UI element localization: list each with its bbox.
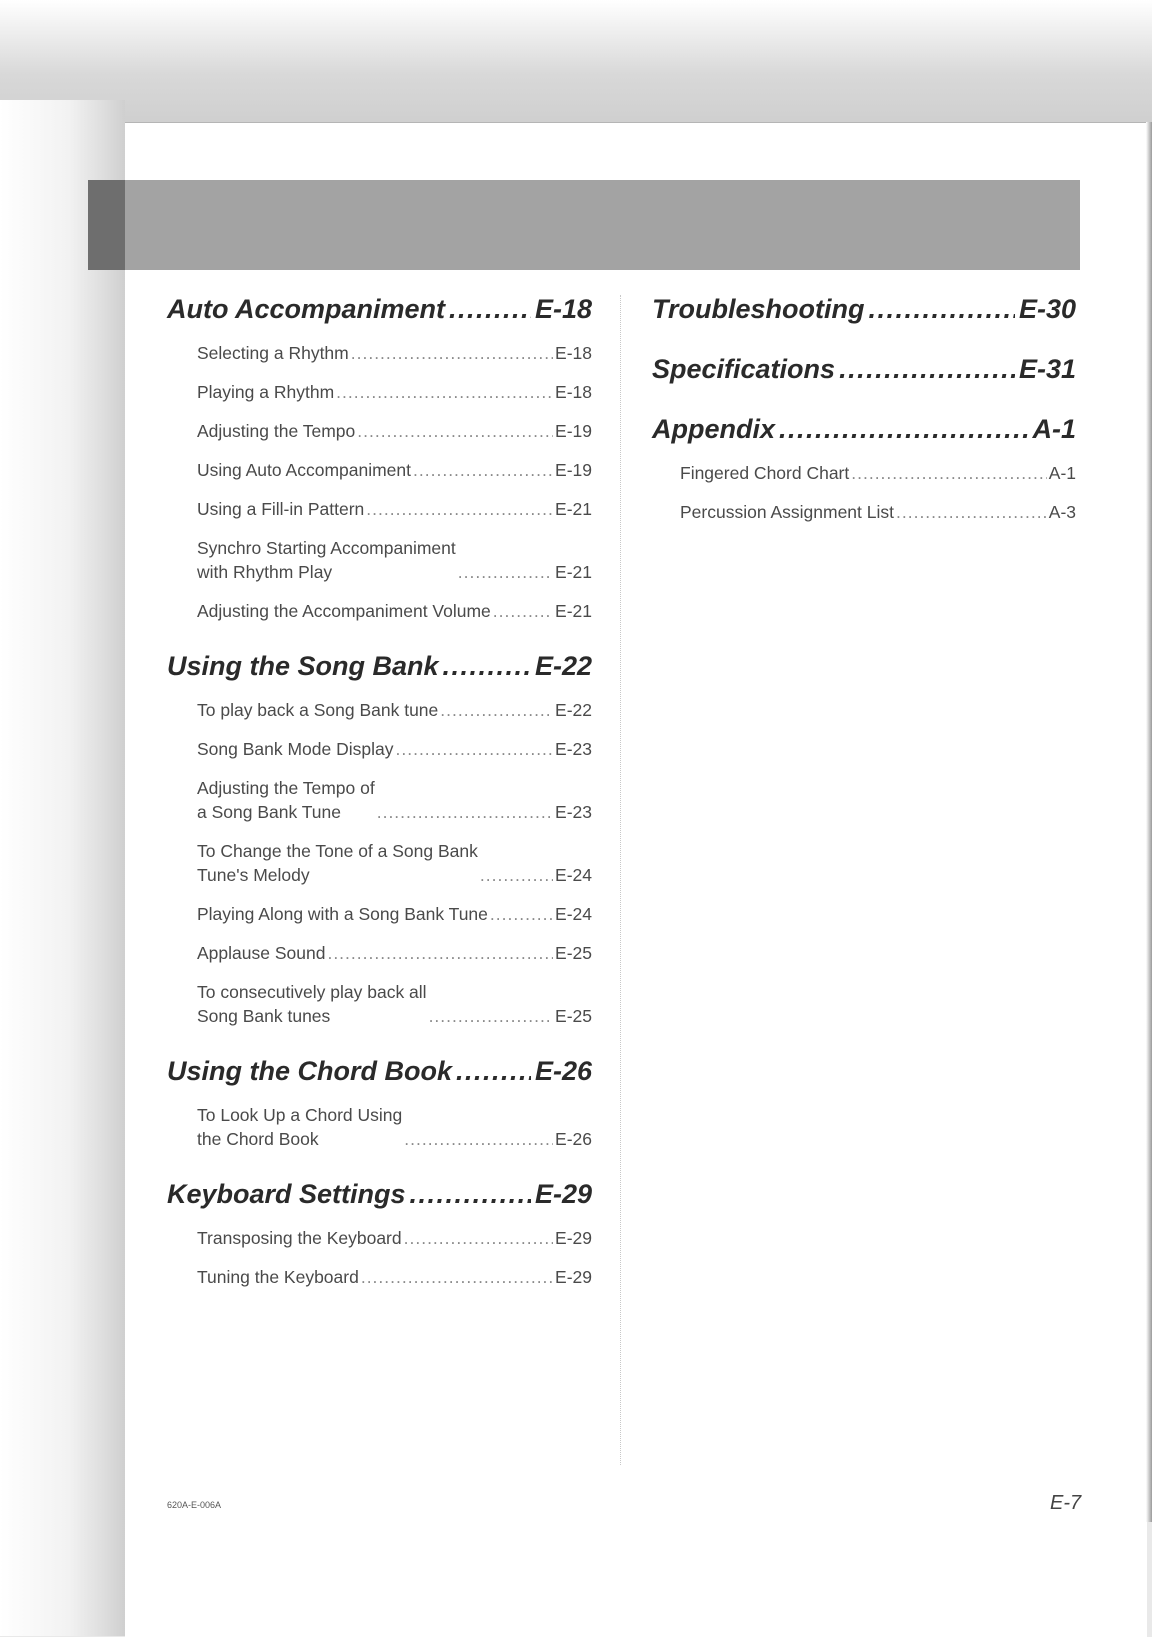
entry-title-line: Using Auto Accompaniment [197, 460, 412, 480]
dot-leader [377, 800, 553, 824]
section-gap [167, 1036, 592, 1046]
entry-title [197, 497, 364, 521]
section-page-ref: E-29 [534, 1179, 592, 1209]
section-tab-marker [88, 180, 125, 270]
dot-leader [429, 1004, 553, 1028]
section-gap [167, 1297, 592, 1307]
entry-page-ref: E-23 [555, 739, 592, 759]
dot-leader [839, 344, 1015, 394]
entry-title [197, 941, 325, 965]
entry-title-line: To Look Up a Chord Using [197, 1105, 403, 1125]
entry-page-ref: E-21 [555, 562, 592, 582]
toc-entry[interactable] [197, 451, 592, 490]
dot-leader [779, 404, 1028, 454]
dot-leader [357, 419, 553, 443]
entry-title [197, 839, 478, 887]
entry-page-ref: E-29 [555, 1228, 592, 1248]
dot-leader [396, 737, 554, 761]
entry-title-line: Playing a Rhythm [197, 382, 335, 402]
entry-page-ref: E-21 [555, 601, 592, 621]
entry-title-line: Percussion Assignment List [680, 502, 894, 522]
entry-title-line: Playing Along with a Song Bank Tune [197, 904, 488, 924]
dot-leader [449, 284, 531, 334]
section-title: Keyboard Settings [167, 1179, 406, 1209]
entry-title-line: Transposing the Keyboard [197, 1228, 402, 1248]
entry-title-line: Adjusting the Accompaniment Volume [197, 601, 491, 621]
scan-background-left [0, 100, 125, 1636]
entry-title [197, 902, 488, 926]
toc-entry[interactable] [197, 769, 592, 832]
section-title: Using the Chord Book [167, 1056, 452, 1086]
dot-leader [490, 902, 553, 926]
toc-entry[interactable] [197, 412, 592, 451]
section-page-ref: E-26 [534, 1056, 592, 1086]
toc-entry[interactable] [680, 493, 1076, 532]
entry-page-ref: A-1 [1048, 463, 1076, 483]
dot-leader [404, 1226, 553, 1250]
header-band [125, 180, 1080, 270]
section-title: Appendix [652, 414, 776, 444]
entry-title-line: To consecutively play back all [197, 982, 427, 1002]
entry-title-line: Tune's Melody [197, 865, 310, 885]
entry-page-ref: E-18 [555, 343, 592, 363]
dot-leader [443, 641, 531, 691]
section-title-row[interactable] [167, 641, 592, 691]
toc-left-column [167, 284, 592, 1307]
entry-page-ref: E-26 [555, 1129, 592, 1149]
dot-leader [480, 863, 553, 887]
entry-title-line: the Chord Book [197, 1129, 319, 1149]
dot-leader [456, 1046, 531, 1096]
entry-title-line: Adjusting the Tempo of [197, 778, 375, 798]
dot-leader [410, 1169, 531, 1219]
section-title-row[interactable] [652, 404, 1076, 454]
entry-title [197, 341, 349, 365]
entry-page-ref: E-19 [555, 421, 592, 441]
dot-leader [351, 341, 553, 365]
section-title: Troubleshooting [652, 294, 865, 324]
page-right-edge [1146, 122, 1152, 1522]
entry-title [197, 698, 438, 722]
toc-section [167, 1046, 592, 1169]
dot-leader [868, 284, 1014, 334]
toc-section [652, 344, 1076, 394]
toc-section [167, 641, 592, 1046]
toc-entry[interactable] [197, 691, 592, 730]
section-page-ref: E-22 [534, 651, 592, 681]
toc-section [167, 1169, 592, 1307]
entry-title [197, 599, 491, 623]
entry-page-ref: E-24 [555, 865, 592, 885]
toc-entry[interactable] [197, 730, 592, 769]
section-page-ref: E-18 [534, 294, 592, 324]
entry-title-line: To play back a Song Bank tune [197, 700, 439, 720]
section-title-row[interactable] [167, 284, 592, 334]
section-gap [167, 1159, 592, 1169]
toc-entry[interactable] [197, 934, 592, 973]
section-page-ref: E-30 [1018, 294, 1076, 324]
toc-entry[interactable] [197, 1219, 592, 1258]
dot-leader [851, 461, 1047, 485]
toc-entry[interactable] [197, 529, 592, 592]
entry-page-ref: E-18 [555, 382, 592, 402]
entry-title [197, 1226, 402, 1250]
dot-leader [896, 500, 1047, 524]
toc-entry[interactable] [197, 1096, 592, 1159]
dot-leader [361, 1265, 553, 1289]
toc-section [652, 284, 1076, 334]
section-title-row[interactable] [167, 1169, 592, 1219]
entry-title [197, 1265, 359, 1289]
entry-page-ref: E-23 [555, 802, 592, 822]
dot-leader [458, 560, 553, 584]
scan-background-top [0, 0, 1152, 125]
entry-page-ref: E-19 [555, 460, 592, 480]
footer-document-code: 620A-E-006A [167, 1500, 222, 1510]
entry-title [680, 500, 894, 524]
dot-leader [493, 599, 553, 623]
toc-right-column [652, 284, 1076, 542]
entry-title [680, 461, 849, 485]
entry-page-ref: E-24 [555, 904, 592, 924]
entry-title-line: Song Bank tunes [197, 1006, 331, 1026]
toc-entry[interactable] [197, 973, 592, 1036]
toc-entry[interactable] [197, 895, 592, 934]
entry-title-line: Song Bank Mode Display [197, 739, 394, 759]
section-title: Specifications [652, 354, 836, 384]
toc-section [652, 404, 1076, 542]
dot-leader [327, 941, 553, 965]
entry-title-line: Using a Fill-in Pattern [197, 499, 365, 519]
entry-title-line: To Change the Tone of a Song Bank [197, 841, 478, 861]
toc-entry[interactable] [197, 832, 592, 895]
toc-entry[interactable] [197, 334, 592, 373]
toc-entry[interactable] [197, 490, 592, 529]
entry-title [197, 737, 394, 761]
entry-title [197, 776, 375, 824]
section-page-ref: A-1 [1032, 414, 1076, 444]
entry-title-line: Adjusting the Tempo [197, 421, 356, 441]
entry-title-line: Synchro Starting Accompaniment [197, 538, 456, 558]
dot-leader [366, 497, 553, 521]
toc-entry[interactable] [197, 592, 592, 631]
dot-leader [336, 380, 553, 404]
section-title-row[interactable] [652, 284, 1076, 334]
entry-title-line: Tuning the Keyboard [197, 1267, 359, 1287]
dot-leader [404, 1127, 553, 1151]
entry-page-ref: E-21 [555, 499, 592, 519]
entry-title-line: Applause Sound [197, 943, 326, 963]
entry-page-ref: E-25 [555, 1006, 592, 1026]
entry-title [197, 536, 456, 584]
entry-title-line: Fingered Chord Chart [680, 463, 850, 483]
footer-page-number: E-7 [1050, 1492, 1082, 1514]
section-gap [652, 532, 1076, 542]
entry-page-ref: E-22 [555, 700, 592, 720]
section-title-row[interactable] [652, 344, 1076, 394]
entry-title-line: with Rhythm Play [197, 562, 333, 582]
section-title: Using the Song Bank [167, 651, 439, 681]
toc-entry[interactable] [680, 454, 1076, 493]
entry-title-line: Selecting a Rhythm [197, 343, 349, 363]
entry-title [197, 458, 411, 482]
entry-title [197, 380, 334, 404]
toc-section [167, 284, 592, 641]
entry-page-ref: A-3 [1048, 502, 1076, 522]
section-title-row[interactable] [167, 1046, 592, 1096]
section-gap [167, 631, 592, 641]
entry-page-ref: E-25 [555, 943, 592, 963]
column-divider [620, 295, 621, 1465]
section-title: Auto Accompaniment [167, 294, 446, 324]
dot-leader [413, 458, 553, 482]
entry-page-ref: E-29 [555, 1267, 592, 1287]
entry-title [197, 1103, 402, 1151]
entry-title [197, 980, 427, 1028]
entry-title-line: a Song Bank Tune [197, 802, 341, 822]
entry-title [197, 419, 355, 443]
section-page-ref: E-31 [1018, 354, 1076, 384]
dot-leader [440, 698, 553, 722]
toc-entry[interactable] [197, 373, 592, 412]
toc-entry[interactable] [197, 1258, 592, 1297]
